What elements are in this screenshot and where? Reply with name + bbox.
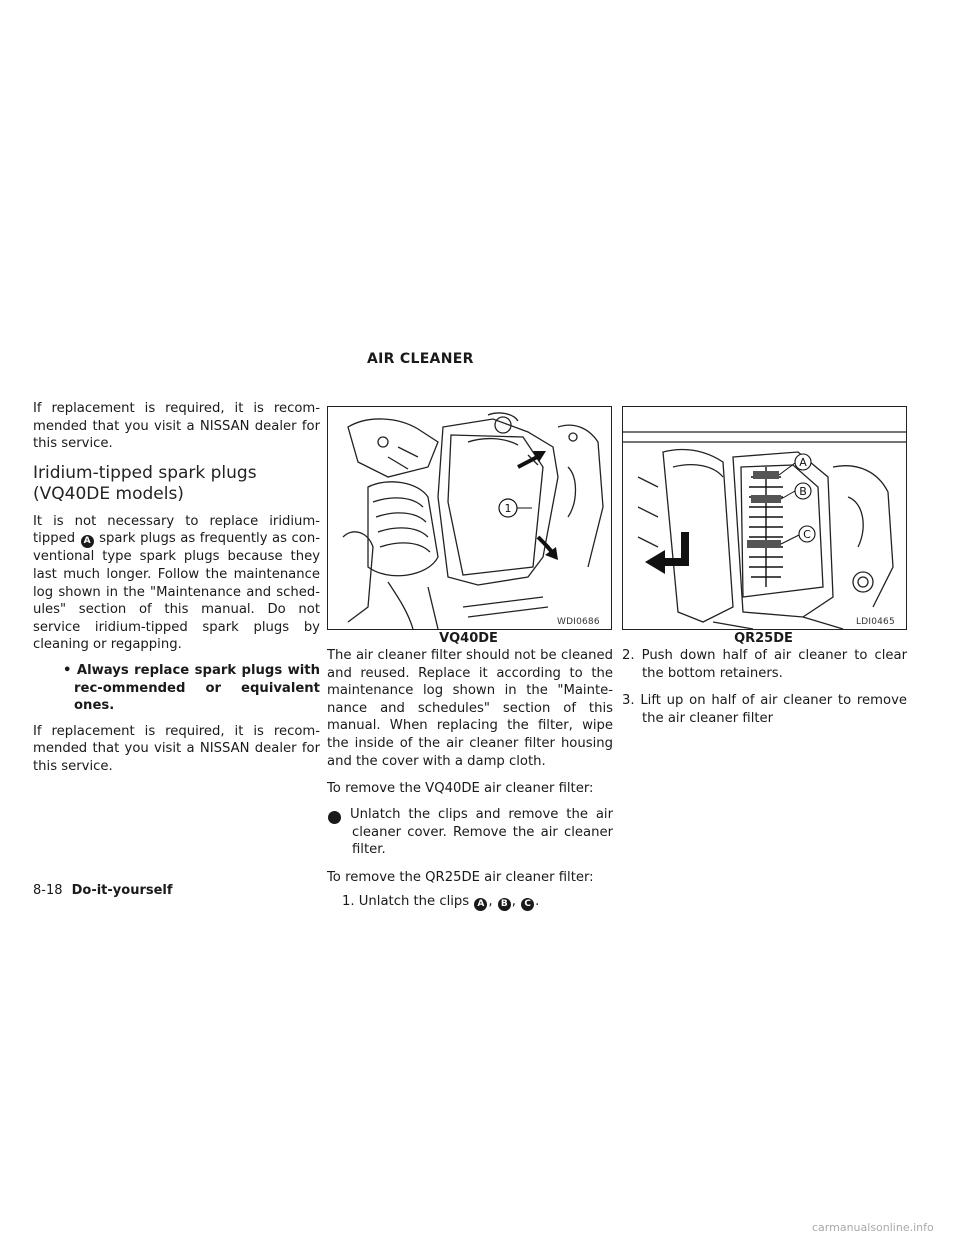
engine-bay-illustration-vq40de bbox=[328, 407, 611, 629]
middle-column bbox=[318, 647, 613, 911]
page-number: 8-18 bbox=[33, 883, 63, 898]
qr25de-step-1 bbox=[342, 893, 613, 911]
page-footer bbox=[33, 879, 173, 898]
callout-1-label: 1 bbox=[504, 502, 512, 515]
subheading-line2: (VQ40DE models) bbox=[33, 483, 184, 504]
figure-qr25de-id: LDI0465 bbox=[856, 617, 895, 627]
section-title: AIR CLEANER bbox=[367, 351, 474, 367]
figure-qr25de-caption: QR25DE bbox=[734, 631, 793, 646]
figure-vq40de bbox=[327, 406, 612, 630]
callout-a-badge: A bbox=[81, 535, 94, 548]
step-1-badge: 1 bbox=[328, 811, 341, 824]
callout-c-label: C bbox=[803, 528, 811, 541]
callout-a-label: A bbox=[799, 456, 807, 469]
filter-intro-paragraph: The air cleaner filter should not be cleaned and reused. Replace it according to the maintenance log shown in the "Mainte-nance and schedules" section of this manual. When replacing the filter, wipe the inside of the air cleaner filter housing and the cover with a damp cloth. bbox=[327, 648, 613, 769]
clip-c-badge: C bbox=[521, 898, 534, 911]
qr25de-step-1-text: 1. Unlatch the clips bbox=[342, 893, 470, 909]
subheading-line1: Iridium-tipped spark plugs bbox=[33, 462, 257, 483]
period: . bbox=[535, 893, 540, 909]
warning-bullet bbox=[63, 662, 320, 715]
vq40de-instructions-heading: To remove the VQ40DE air cleaner filter: bbox=[327, 781, 594, 797]
clip-a-badge: A bbox=[474, 898, 487, 911]
qr25de-step-3: 3. Lift up on half of air cleaner to remove the air cleaner filter bbox=[622, 693, 907, 726]
vq40de-step-text: Unlatch the clips and remove the air cleaner cover. Remove the air cleaner filter. bbox=[350, 806, 613, 858]
figure-vq40de-id: WDI0686 bbox=[557, 617, 600, 627]
clip-c-shape bbox=[747, 540, 781, 548]
clip-b-shape bbox=[751, 495, 781, 503]
callout-b-label: B bbox=[799, 485, 807, 498]
chapter-title: Do-it-yourself bbox=[71, 883, 173, 898]
watermark-text: carmanualsonline.info bbox=[812, 1221, 934, 1234]
figure-vq40de-caption: VQ40DE bbox=[439, 631, 498, 646]
bullet-text: Always replace spark plugs with rec-ommended or equivalent ones. bbox=[74, 662, 321, 714]
separator: , bbox=[488, 893, 493, 909]
spark-plug-text-b: spark plugs as frequently as con-ventional type spark plugs because they last much longer. Follow the maintenance log shown in the "Maintenance and sched-ules" section of this manual. Do not service iridium-tipped spark plugs by cleaning or regapping. bbox=[33, 531, 320, 653]
bullet-mark: • bbox=[63, 662, 72, 678]
separator: , bbox=[511, 893, 516, 909]
figure-qr25de bbox=[622, 406, 907, 630]
left-column bbox=[33, 400, 320, 776]
clip-b-badge: B bbox=[498, 898, 511, 911]
dealer-paragraph: If replacement is required, it is recom-mended that you visit a NISSAN dealer for this service. bbox=[33, 723, 320, 774]
spark-plug-text-a: It is not necessary to replace iridium-tipped bbox=[33, 513, 320, 547]
intro-paragraph: If replacement is required, it is recom-mended that you visit a NISSAN dealer for this service. bbox=[33, 401, 320, 452]
qr25de-instructions-heading: To remove the QR25DE air cleaner filter: bbox=[327, 869, 594, 885]
vq40de-step bbox=[318, 806, 613, 859]
spark-plug-paragraph bbox=[33, 513, 320, 654]
engine-bay-illustration-qr25de bbox=[623, 407, 906, 629]
right-column bbox=[622, 647, 907, 727]
qr25de-step-2: 2. Push down half of air cleaner to clear the bottom retainers. bbox=[622, 648, 907, 681]
clip-a-shape bbox=[753, 471, 779, 479]
